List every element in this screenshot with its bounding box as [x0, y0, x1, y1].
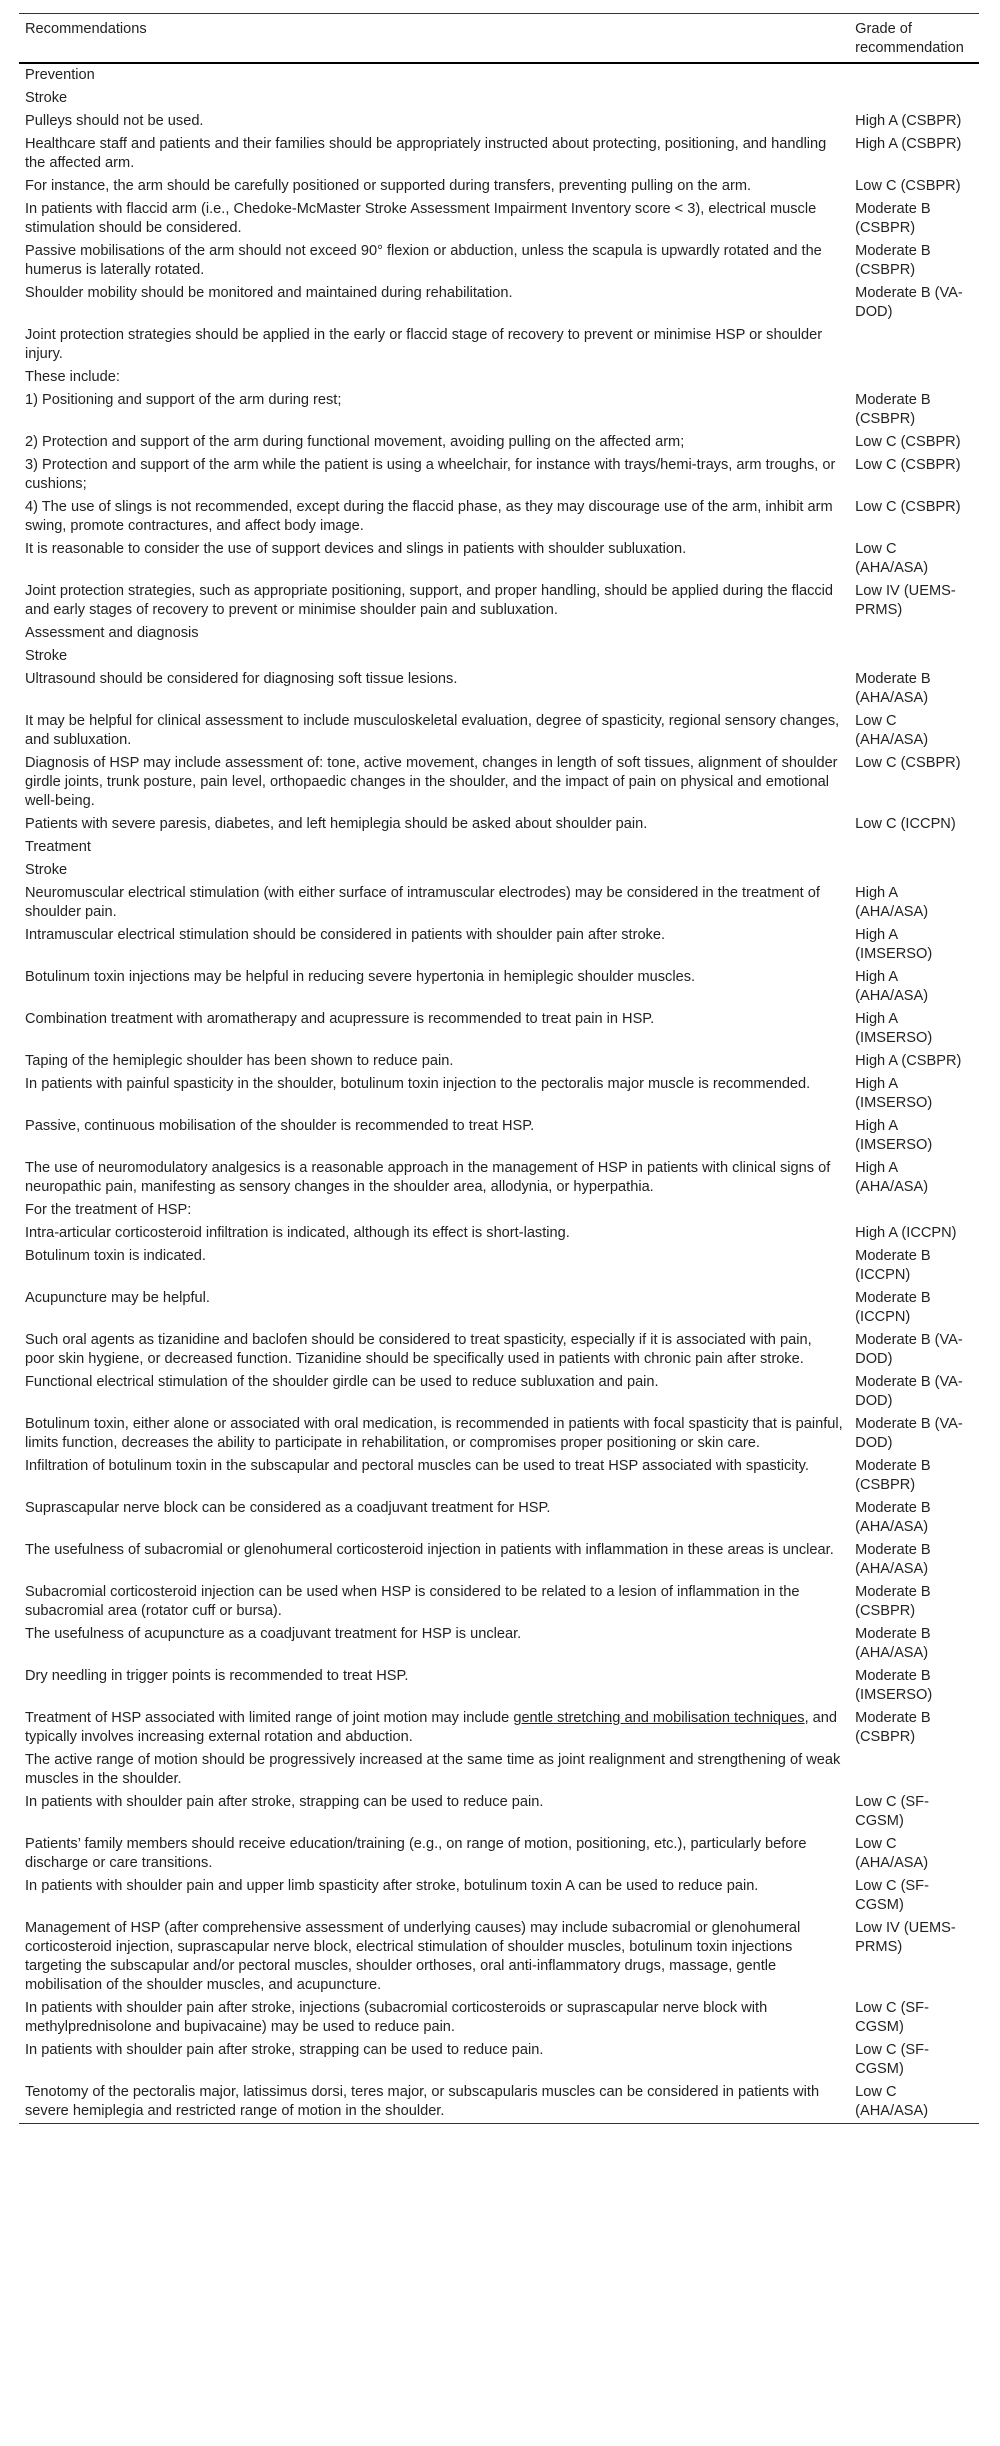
recommendation-cell: In patients with painful spasticity in the shoulder, botulinum toxin injection to the pectoralis major muscle is recommended. — [25, 1076, 811, 1092]
table-row — [19, 622, 979, 645]
recommendation-cell: In patients with shoulder pain after stroke, strapping can be used to reduce pain. — [25, 1794, 544, 1810]
grade-cell: High A (IMSERSO) — [855, 927, 933, 962]
table-row — [19, 175, 979, 198]
recommendation-cell: Suprascapular nerve block can be considered as a coadjuvant treatment for HSP. — [25, 1500, 551, 1516]
table-row — [19, 1833, 979, 1875]
recommendation-cell: Taping of the hemiplegic shoulder has been shown to reduce pain. — [25, 1053, 454, 1069]
recommendation-cell: Functional electrical stimulation of the shoulder girdle can be used to reduce subluxation and pain. — [25, 1374, 659, 1390]
table-row — [19, 87, 979, 110]
grade-cell: Low C (SF-CGSM) — [855, 1794, 929, 1829]
recommendation-cell: Botulinum toxin injections may be helpful in reducing severe hypertonia in hemiplegic shoulder muscles. — [25, 969, 696, 985]
recommendations-table — [19, 13, 979, 2124]
grade-cell — [849, 859, 979, 882]
grade-cell: Moderate B (CSBPR) — [855, 392, 931, 427]
table-body — [19, 63, 979, 2124]
recommendation-cell: Neuromuscular electrical stimulation (with either surface of intramuscular electrodes) may be considered in the treatment of shoulder pain. — [25, 885, 820, 920]
grade-cell: Moderate B (CSBPR) — [855, 1458, 931, 1493]
grade-cell: Moderate B (CSBPR) — [855, 1584, 931, 1619]
recommendation-cell: Such oral agents as tizanidine and baclofen should be considered to treat spasticity, especially if it is associated with pain, poor skin hygiene, or decreased function. Tizanidine should be specifically used in patients with chronic pain after stroke. — [25, 1332, 812, 1367]
table-row — [19, 1115, 979, 1157]
grade-cell: Low C (AHA/ASA) — [855, 1836, 929, 1871]
recommendation-cell: It is reasonable to consider the use of support devices and slings in patients with shoulder subluxation. — [25, 541, 687, 557]
table-row — [19, 1199, 979, 1222]
table-row — [19, 710, 979, 752]
grade-cell: Moderate B (VA-DOD) — [855, 1332, 963, 1367]
table-row — [19, 1707, 979, 1749]
grade-cell: Moderate B (ICCPN) — [855, 1248, 931, 1283]
table-row — [19, 1581, 979, 1623]
grade-cell — [849, 622, 979, 645]
table-row — [19, 198, 979, 240]
recommendation-cell: Stroke — [25, 648, 68, 664]
grade-cell: Moderate B (IMSERSO) — [855, 1668, 933, 1703]
recommendation-cell: In patients with flaccid arm (i.e., Chedoke-McMaster Stroke Assessment Impairment Inventory score < 3), electrical muscle stimulation should be considered. — [25, 201, 817, 236]
table-row — [19, 580, 979, 622]
grade-cell: Low C (SF-CGSM) — [855, 2042, 929, 2077]
table-row — [19, 882, 979, 924]
table-row — [19, 133, 979, 175]
table-row — [19, 1539, 979, 1581]
grade-cell: High A (CSBPR) — [855, 113, 962, 129]
recommendation-cell: 2) Protection and support of the arm during functional movement, avoiding pulling on the affected arm; — [25, 434, 685, 450]
table-row — [19, 645, 979, 668]
recommendation-cell: Botulinum toxin, either alone or associated with oral medication, is recommended in patients with focal spasticity that is painful, limits function, decreases the ability to participate in rehabilitation, or compromises proper positioning or skin care. — [25, 1416, 843, 1451]
table-row — [19, 1997, 979, 2039]
table-row — [19, 1917, 979, 1997]
table-row — [19, 1497, 979, 1539]
table-row — [19, 2039, 979, 2081]
table-row — [19, 1008, 979, 1050]
recommendation-cell: Shoulder mobility should be monitored and maintained during rehabilitation. — [25, 285, 513, 301]
table-row — [19, 538, 979, 580]
recommendation-cell: For the treatment of HSP: — [25, 1202, 192, 1218]
grade-cell: High A (IMSERSO) — [855, 1118, 933, 1153]
recommendation-cell: The usefulness of subacromial or glenohumeral corticosteroid injection in patients with inflammation in these areas is unclear. — [25, 1542, 834, 1558]
grade-cell — [849, 63, 979, 87]
grade-cell: Low IV (UEMS-PRMS) — [855, 1920, 956, 1955]
table-row — [19, 1749, 979, 1791]
recommendation-cell: Botulinum toxin is indicated. — [25, 1248, 206, 1264]
recommendation-cell — [19, 1707, 849, 1749]
table-row — [19, 1791, 979, 1833]
grade-cell: Low C (CSBPR) — [855, 178, 961, 194]
grade-cell: Low C (AHA/ASA) — [855, 2084, 929, 2119]
grade-cell: High A (IMSERSO) — [855, 1076, 933, 1111]
grade-cell: Moderate B (AHA/ASA) — [855, 1500, 931, 1535]
grade-cell — [849, 366, 979, 389]
grade-cell — [849, 1199, 979, 1222]
grade-cell: Moderate B (VA-DOD) — [855, 1416, 963, 1451]
recommendation-cell: Combination treatment with aromatherapy and acupressure is recommended to treat pain in HSP. — [25, 1011, 655, 1027]
grade-cell — [849, 1749, 979, 1791]
grade-cell: Low C (SF-CGSM) — [855, 2000, 929, 2035]
recommendation-cell: Subacromial corticosteroid injection can be used when HSP is considered to be related to a lesion of inflammation in the subacromial area (rotator cuff or bursa). — [25, 1584, 800, 1619]
table-row — [19, 752, 979, 813]
grade-cell: High A (AHA/ASA) — [855, 969, 929, 1004]
table-row — [19, 1329, 979, 1371]
header-grade: Grade of recommendation — [855, 21, 964, 56]
header-recommendations: Recommendations — [25, 21, 147, 37]
table-row — [19, 966, 979, 1008]
grade-cell: Low C (CSBPR) — [855, 755, 961, 771]
table-row — [19, 1157, 979, 1199]
recommendation-cell: These include: — [25, 369, 120, 385]
recommendation-cell: Intra-articular corticosteroid infiltration is indicated, although its effect is short-lasting. — [25, 1225, 570, 1241]
recommendation-cell: Assessment and diagnosis — [25, 625, 199, 641]
grade-cell — [849, 645, 979, 668]
table-row — [19, 1073, 979, 1115]
grade-cell: Moderate B (CSBPR) — [855, 243, 931, 278]
table-row — [19, 324, 979, 366]
table-row — [19, 1371, 979, 1413]
recommendation-cell: Treatment — [25, 839, 91, 855]
recommendation-cell: Passive, continuous mobilisation of the shoulder is recommended to treat HSP. — [25, 1118, 535, 1134]
grade-cell: High A (IMSERSO) — [855, 1011, 933, 1046]
recommendation-cell: Healthcare staff and patients and their families should be appropriately instructed about protecting, positioning, and handling the affected arm. — [25, 136, 827, 171]
recommendation-cell: Diagnosis of HSP may include assessment of: tone, active movement, changes in length of soft tissues, alignment of shoulder girdle joints, trunk posture, pain level, orthopaedic changes in the shoulder, and the impact of pain on physical and emotional well-being. — [25, 755, 838, 809]
recommendation-cell: Stroke — [25, 862, 68, 878]
recommendation-cell: 3) Protection and support of the arm while the patient is using a wheelchair, for instance with trays/hemi-trays, arm troughs, or cushions; — [25, 457, 836, 492]
grade-cell: Moderate B (ICCPN) — [855, 1290, 931, 1325]
table-row — [19, 63, 979, 87]
recommendation-cell: Tenotomy of the pectoralis major, latissimus dorsi, teres major, or subscapularis muscles can be considered in patients with severe hemiplegia and restricted range of motion in the shoulder. — [25, 2084, 820, 2119]
recommendation-cell: Intramuscular electrical stimulation should be considered in patients with shoulder pain after stroke. — [25, 927, 666, 943]
table-row — [19, 1623, 979, 1665]
recommendation-cell: The usefulness of acupuncture as a coadjuvant treatment for HSP is unclear. — [25, 1626, 522, 1642]
table-row — [19, 859, 979, 882]
recommendation-cell: It may be helpful for clinical assessment to include musculoskeletal evaluation, degree of spasticity, regional sensory changes, and subluxation. — [25, 713, 840, 748]
grade-cell: High A (AHA/ASA) — [855, 885, 929, 920]
grade-cell: Low C (CSBPR) — [855, 457, 961, 473]
grade-cell — [849, 324, 979, 366]
recommendation-text: , and typically involves increasing external rotation and abduction. — [25, 1710, 838, 1745]
table-row — [19, 1245, 979, 1287]
table-row — [19, 110, 979, 133]
recommendation-cell: 4) The use of slings is not recommended, except during the flaccid phase, as they may discourage use of the arm, inhibit arm swing, promote contractures, and affect body image. — [25, 499, 833, 534]
recommendation-text: Treatment of HSP associated with limited range of joint motion may include — [25, 1710, 514, 1726]
table-row — [19, 813, 979, 836]
grade-cell — [849, 87, 979, 110]
grade-cell: Low C (ICCPN) — [855, 816, 956, 832]
grade-cell: Low C (AHA/ASA) — [855, 713, 929, 748]
table-row — [19, 240, 979, 282]
recommendation-cell: Management of HSP (after comprehensive assessment of underlying causes) may include subacromial or glenohumeral corticosteroid injection, suprascapular nerve block, electrical stimulation of shoulder muscles, botulinum toxin injections targeting the subscapular and/or pectoral muscles, shoulder orthoses, oral anti-inflammatory drugs, massage, gentle mobilisation of the shoulder muscles, and acupuncture. — [25, 1920, 801, 1993]
recommendation-cell: Joint protection strategies should be applied in the early or flaccid stage of recovery to prevent or minimise HSP or shoulder injury. — [25, 327, 823, 362]
grade-cell: Moderate B (VA-DOD) — [855, 285, 963, 320]
table-row — [19, 668, 979, 710]
recommendation-link[interactable]: gentle stretching and mobilisation techniques — [513, 1710, 805, 1726]
table-row — [19, 1455, 979, 1497]
recommendation-cell: Dry needling in trigger points is recommended to treat HSP. — [25, 1668, 409, 1684]
table-row — [19, 1875, 979, 1917]
grade-cell: Moderate B (AHA/ASA) — [855, 671, 931, 706]
recommendation-cell: For instance, the arm should be carefully positioned or supported during transfers, preventing pulling on the arm. — [25, 178, 752, 194]
table-row — [19, 836, 979, 859]
grade-cell: Moderate B (AHA/ASA) — [855, 1542, 931, 1577]
recommendation-cell: Ultrasound should be considered for diagnosing soft tissue lesions. — [25, 671, 458, 687]
recommendation-cell: Patients with severe paresis, diabetes, and left hemiplegia should be asked about shoulder pain. — [25, 816, 648, 832]
table-row — [19, 366, 979, 389]
table-header-row — [19, 14, 979, 64]
grade-cell: Moderate B (CSBPR) — [855, 1710, 931, 1745]
table-row — [19, 496, 979, 538]
recommendation-cell: The active range of motion should be progressively increased at the same time as joint realignment and strengthening of weak muscles in the shoulder. — [25, 1752, 841, 1787]
recommendation-cell: Prevention — [25, 67, 95, 83]
table-row — [19, 1413, 979, 1455]
grade-cell — [849, 836, 979, 859]
table-row — [19, 431, 979, 454]
grade-cell: Low C (SF-CGSM) — [855, 1878, 929, 1913]
recommendation-cell: Acupuncture may be helpful. — [25, 1290, 210, 1306]
recommendation-cell: 1) Positioning and support of the arm during rest; — [25, 392, 342, 408]
table-row — [19, 389, 979, 431]
grade-cell: Moderate B (VA-DOD) — [855, 1374, 963, 1409]
grade-cell: Low C (AHA/ASA) — [855, 541, 929, 576]
recommendation-cell: The use of neuromodulatory analgesics is a reasonable approach in the management of HSP in patients with clinical signs of neuropathic pain, manifesting as sensory changes in the shoulder area, allodynia, or hyperpathia. — [25, 1160, 831, 1195]
recommendation-cell: Joint protection strategies, such as appropriate positioning, support, and proper handling, should be applied during the flaccid and early stages of recovery to prevent or minimise shoulder pain and subluxation. — [25, 583, 834, 618]
grade-cell: High A (AHA/ASA) — [855, 1160, 929, 1195]
recommendation-cell: Infiltration of botulinum toxin in the subscapular and pectoral muscles can be used to treat HSP associated with spasticity. — [25, 1458, 809, 1474]
recommendation-cell: Passive mobilisations of the arm should not exceed 90° flexion or abduction, unless the scapula is upwardly rotated and the humerus is laterally rotated. — [25, 243, 822, 278]
recommendation-cell: Patients’ family members should receive education/training (e.g., on range of motion, positioning, etc.), particularly before discharge or care transitions. — [25, 1836, 807, 1871]
table-row — [19, 1665, 979, 1707]
grade-cell: High A (CSBPR) — [855, 1053, 962, 1069]
grade-cell: Low IV (UEMS-PRMS) — [855, 583, 956, 618]
table-row — [19, 924, 979, 966]
grade-cell: Moderate B (CSBPR) — [855, 201, 931, 236]
recommendation-cell: Pulleys should not be used. — [25, 113, 204, 129]
grade-cell: High A (ICCPN) — [855, 1225, 957, 1241]
table-row — [19, 454, 979, 496]
grade-cell: Moderate B (AHA/ASA) — [855, 1626, 931, 1661]
recommendation-cell: In patients with shoulder pain after stroke, strapping can be used to reduce pain. — [25, 2042, 544, 2058]
recommendation-cell: In patients with shoulder pain after stroke, injections (subacromial corticosteroids or suprascapular nerve block with methylprednisolone and bupivacaine) may be used to reduce pain. — [25, 2000, 768, 2035]
table-row — [19, 282, 979, 324]
table-row — [19, 1287, 979, 1329]
table-row — [19, 1050, 979, 1073]
table-row — [19, 2081, 979, 2124]
grade-cell: High A (CSBPR) — [855, 136, 962, 152]
grade-cell: Low C (CSBPR) — [855, 499, 961, 515]
recommendation-cell: Stroke — [25, 90, 68, 106]
recommendation-cell: In patients with shoulder pain and upper limb spasticity after stroke, botulinum toxin A can be used to reduce pain. — [25, 1878, 759, 1894]
grade-cell: Low C (CSBPR) — [855, 434, 961, 450]
table-row — [19, 1222, 979, 1245]
